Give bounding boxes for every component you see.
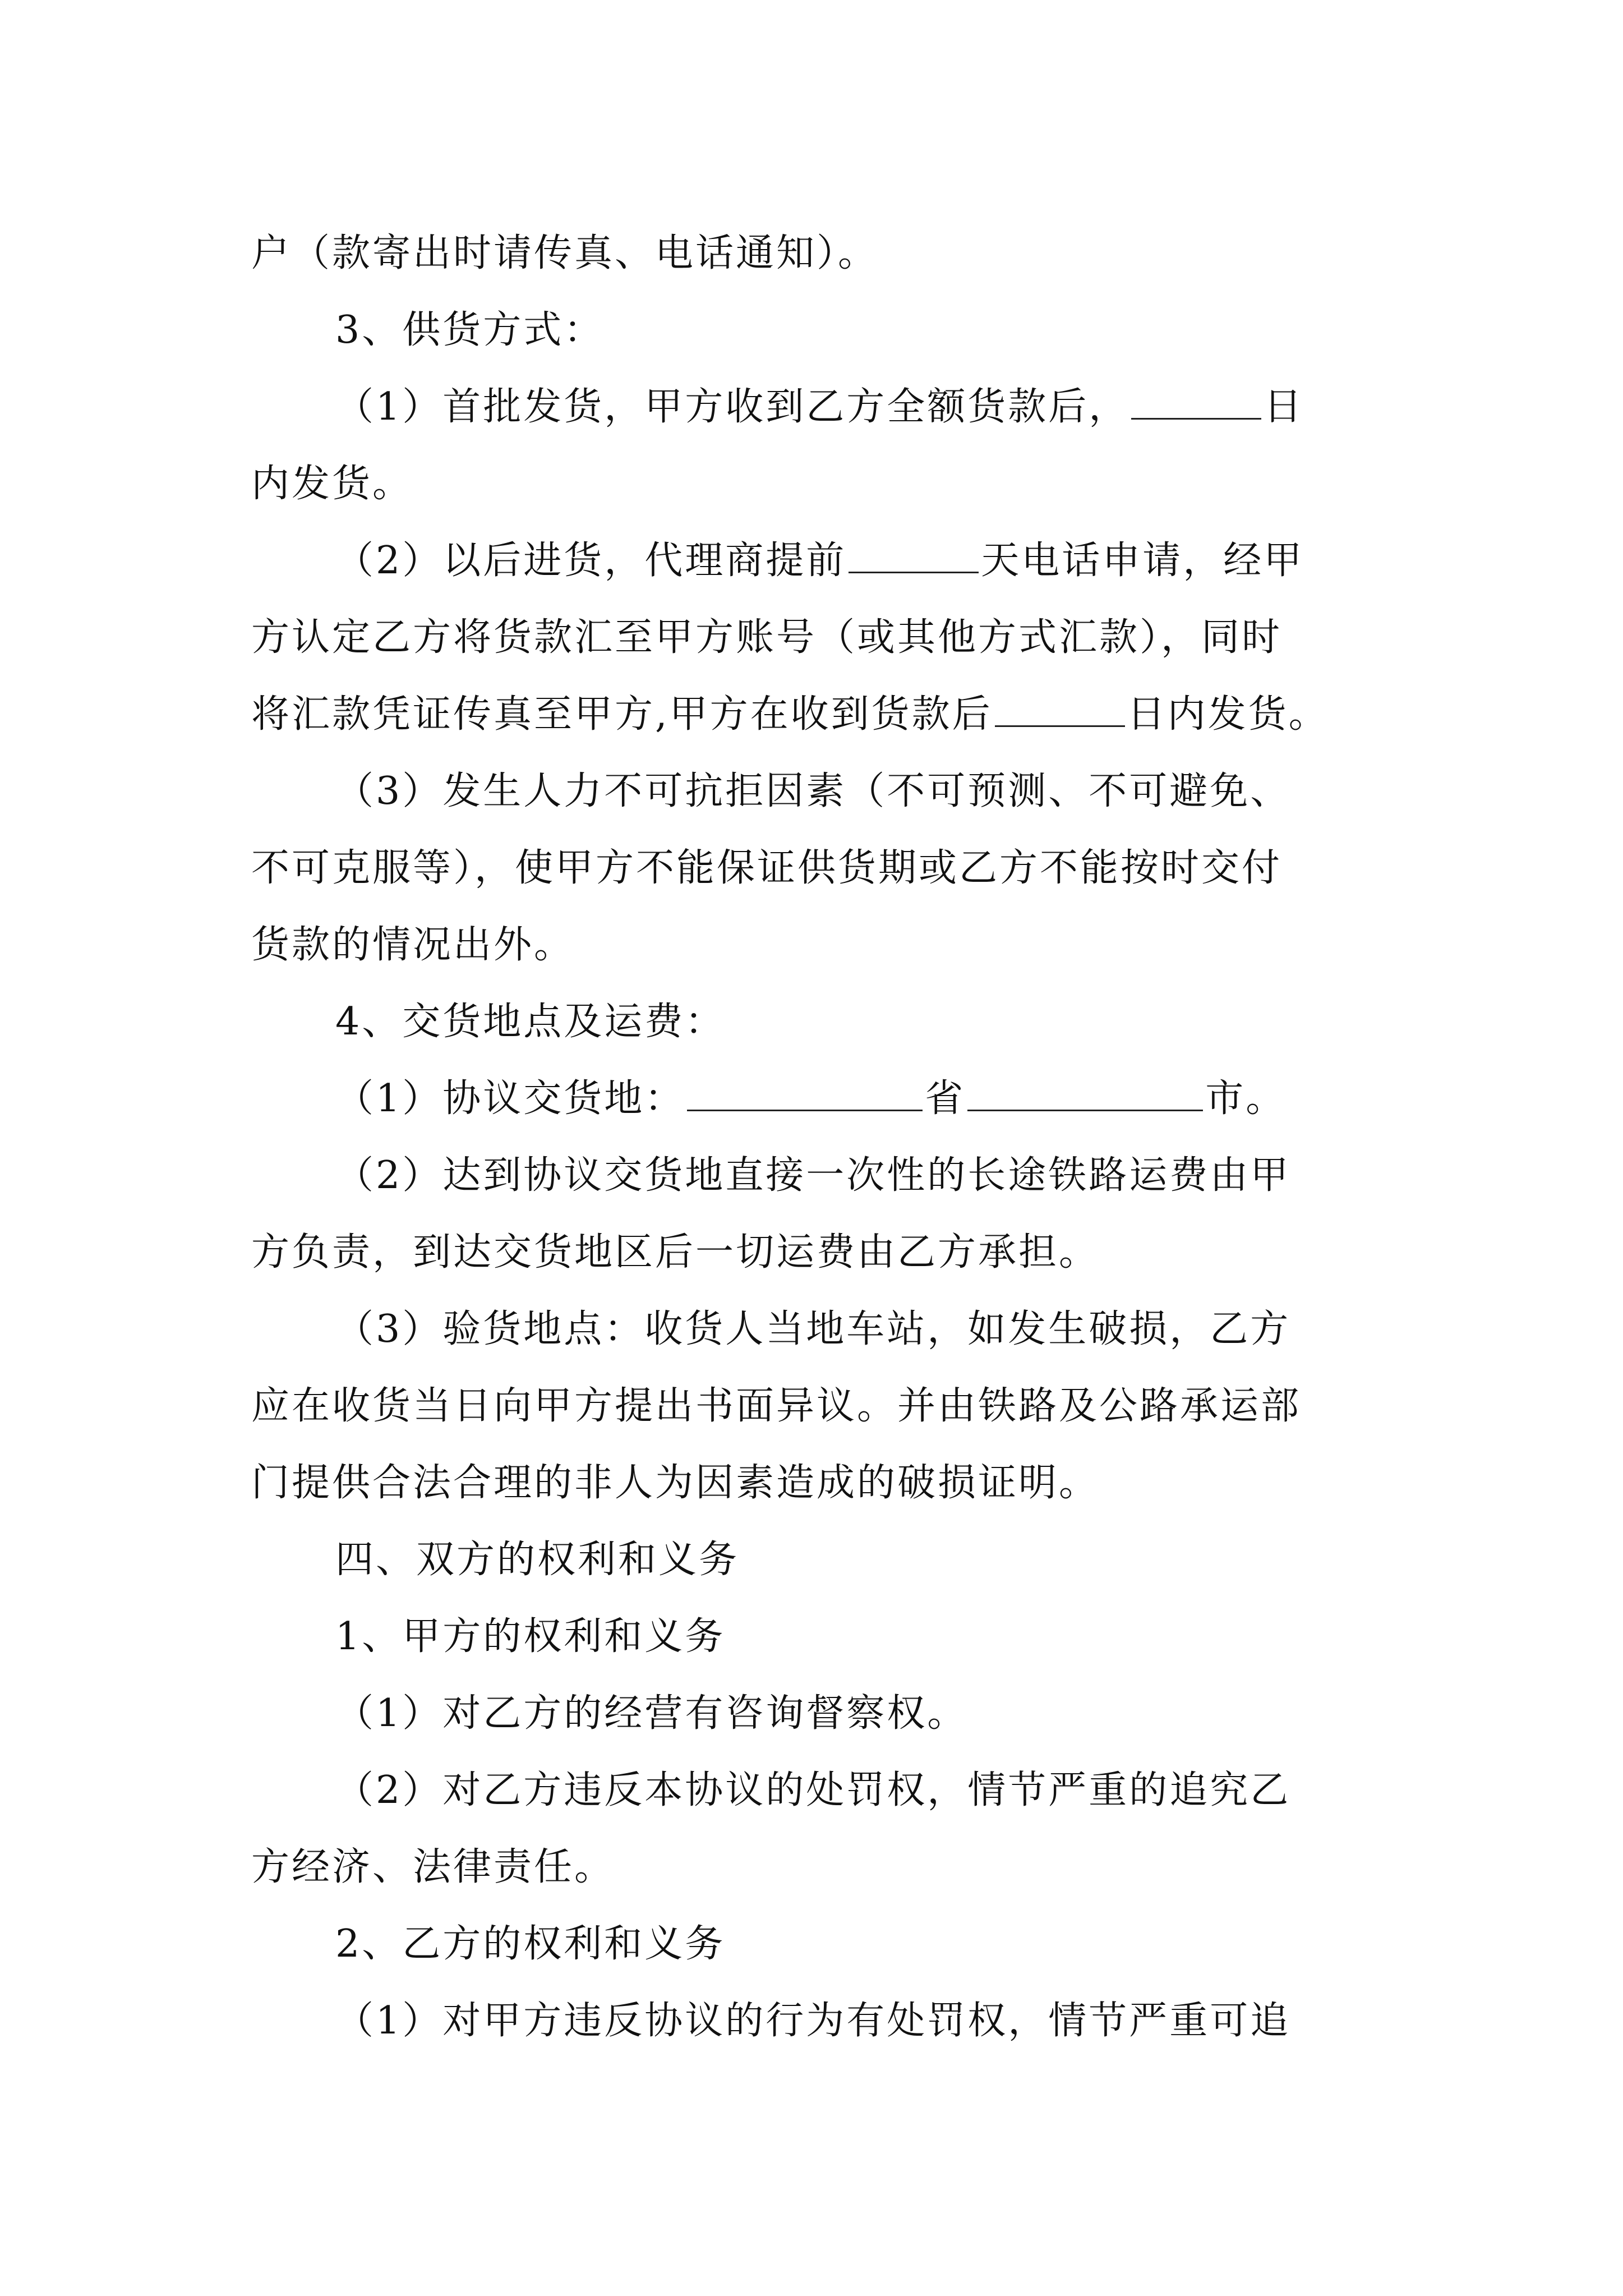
text-line: （3）发生人力不可抗拒因素（不可预测、不可避免、 — [335, 769, 1291, 813]
text-segment: （2）以后进货，代理商提前 — [335, 539, 847, 583]
fill-in-blank — [687, 1076, 923, 1111]
section-heading: 1、甲方的权利和义务 — [335, 1614, 726, 1659]
text-segment: 天电话申请，经甲 — [981, 539, 1304, 583]
text-segment: 省 — [925, 1076, 966, 1121]
text-segment: 日 — [1264, 385, 1304, 429]
fill-in-blank — [849, 538, 979, 573]
text-segment: 市。 — [1205, 1076, 1287, 1121]
text-line — [251, 1060, 1378, 1137]
text-segment: （1）首批发货，甲方收到乙方全额货款后， — [335, 385, 1129, 429]
text-line — [251, 676, 1378, 753]
document-body — [251, 215, 1378, 2059]
text-line — [251, 522, 1378, 599]
text-line: 门提供合法合理的非人为因素造成的破损证明。 — [251, 1461, 1100, 1505]
section-heading: 4、交货地点及运费： — [335, 1000, 726, 1044]
fill-in-blank — [1131, 384, 1261, 420]
text-line: 方负责，到达交货地区后一切运费由乙方承担。 — [251, 1230, 1100, 1274]
fill-in-blank — [967, 1076, 1203, 1111]
text-segment: 将汇款凭证传真至甲方,甲方在收到货款后 — [251, 692, 993, 737]
text-line: 不可克服等），使甲方不能保证供货期或乙方不能按时交付 — [251, 846, 1283, 890]
fill-in-blank — [995, 692, 1125, 727]
text-segment: 日内发货。 — [1127, 692, 1329, 737]
text-line: 内发货。 — [251, 462, 413, 506]
text-line: 方认定乙方将货款汇至甲方账号（或其他方式汇款），同时 — [251, 615, 1283, 660]
text-line: 方经济、法律责任。 — [251, 1845, 615, 1889]
text-line: 应在收货当日向甲方提出书面异议。并由铁路及公路承运部 — [251, 1384, 1302, 1428]
text-line — [251, 369, 1378, 445]
text-line: （1）对乙方的经营有咨询督察权。 — [335, 1691, 968, 1736]
section-heading: 四、双方的权利和义务 — [335, 1538, 740, 1582]
text-line: （3）验货地点：收货人当地车站，如发生破损，乙方 — [335, 1307, 1291, 1351]
text-line: （1）对甲方违反协议的行为有处罚权，情节严重可追 — [335, 1999, 1291, 2043]
text-segment: （1）协议交货地： — [335, 1076, 685, 1121]
text-line: （2）对乙方违反本协议的处罚权，情节严重的追究乙 — [335, 1768, 1291, 1812]
text-line: 户（款寄出时请传真、电话通知）。 — [251, 231, 879, 275]
text-line: （2）达到协议交货地直接一次性的长途铁路运费由甲 — [335, 1153, 1291, 1198]
section-heading: 3、供货方式： — [335, 308, 605, 352]
text-line: 货款的情况出外。 — [251, 923, 575, 967]
section-heading: 2、乙方的权利和义务 — [335, 1922, 726, 1966]
